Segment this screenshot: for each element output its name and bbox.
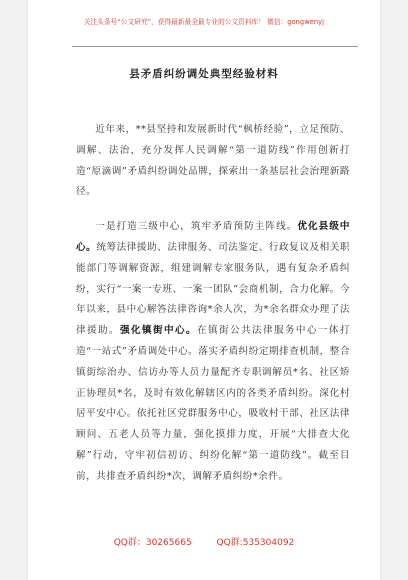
paragraph-lead: 一是打造三级中心，筑牢矛盾预防主阵线。 [95, 221, 298, 233]
town-center-text: 在镇街公共法律服务中心一体打造“一站式”矛盾调处中心。落实矛盾纠纷定期排查机制，整合镇街综治办、信访办等人员力量配齐专职调解员*名、社区矫正协理员*名，及时有效化解辖区内的各类矛盾纠纷。深化村居平安中心。依托社区党群服务中心，吸收村干部、社区法律顾问、五老人员等力量，强化摸排力度，开展“大排查大化解”行动，守牢初信初访、纠纷化解“第一道防线”。截至目前，共排查矛盾纠纷*次，调解矛盾纠纷*余件。 [76, 325, 351, 482]
header-divider [72, 46, 358, 47]
county-center-text: 统筹法律援助、法律服务、司法鉴定、行政复议及相关职能部门等调解资源，组建调解专家服务队，遇有复杂矛盾纠纷，实行“一案一专班、一案一团队”会商机制，合力化解。今年以来，县中心解答法律咨询*余人次，为*余名群众办理了法律援助。 [76, 241, 351, 337]
subheading-county-center: 优化县级中心。 [76, 221, 351, 253]
footer-contact [28, 535, 380, 548]
header-note: 关注头条号“公文研究”，获得最新最全最专业的公文资料库！ 微信：gongwenyj [83, 18, 325, 26]
qq-group-1: QQ群：30265665 [113, 538, 192, 548]
document-body [76, 120, 350, 502]
paragraph-three-centers [76, 217, 350, 487]
document-page [28, 0, 380, 580]
qq-group-2: QQ群:535304092 [216, 538, 295, 548]
document-title: 县矛盾纠纷调处典型经验材料 [129, 68, 279, 80]
subheading-town-center: 强化镇街中心。 [119, 325, 197, 337]
paragraph-intro: 近年来，**县坚持和发展新时代“枫桥经验”，立足预防、调解、法治，充分发挥人民调解“第一道防线”作用创新打造“原滴调”矛盾纠纷调处品牌，探索出一条基层社会治理新路径。 [76, 124, 350, 198]
